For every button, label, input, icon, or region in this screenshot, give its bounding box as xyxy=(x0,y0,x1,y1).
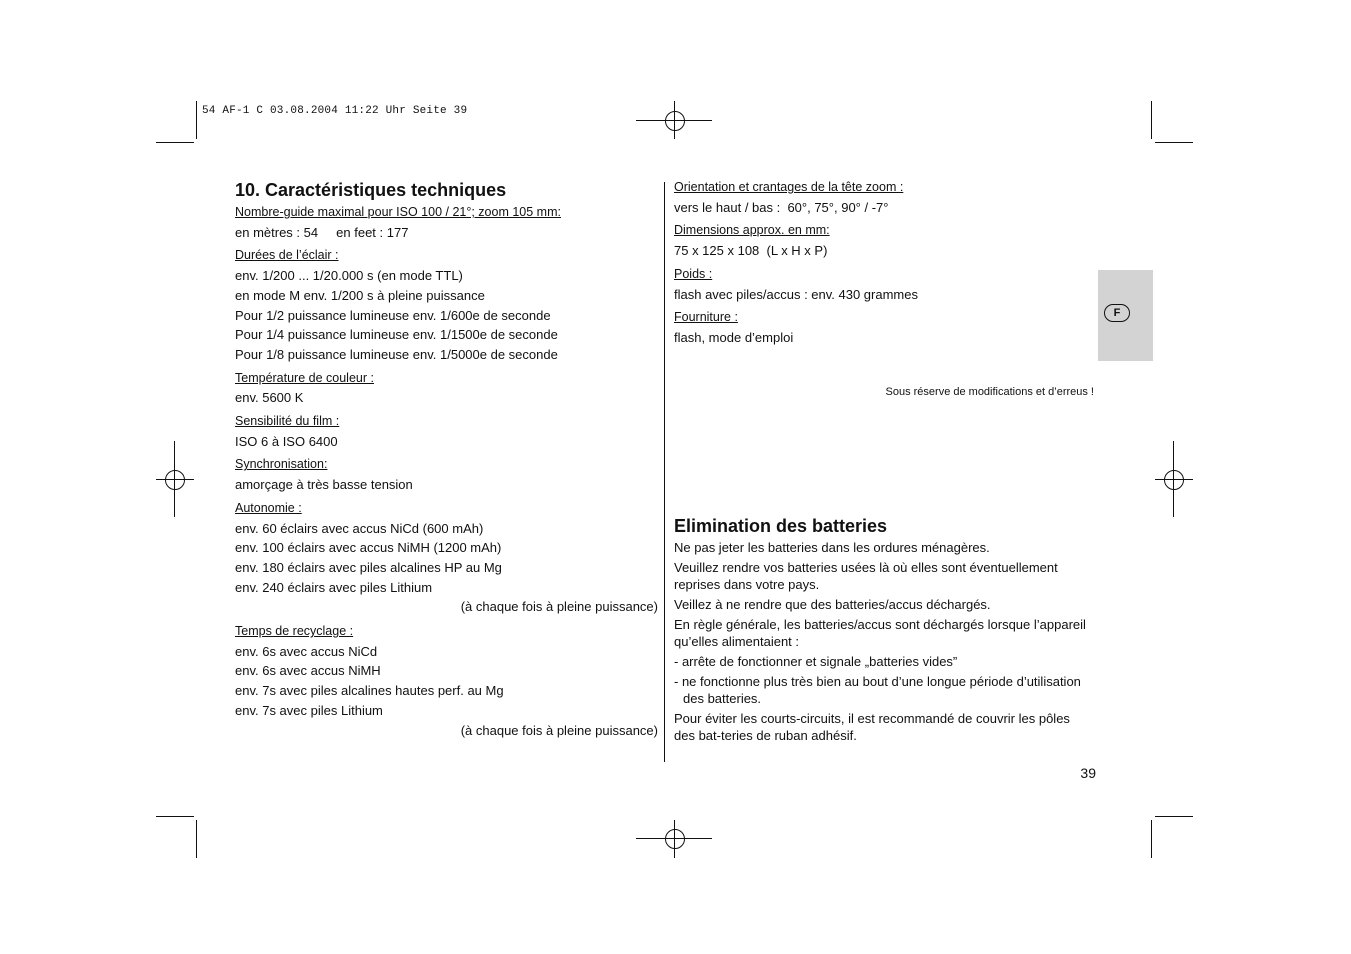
print-header: 54 AF-1 C 03.08.2004 11:22 Uhr Seite 39 xyxy=(202,105,468,117)
recycle-line: env. 7s avec piles alcalines hautes perf. au Mg xyxy=(235,683,504,699)
flash-duration-line: Pour 1/4 puissance lumineuse env. 1/1500e de seconde xyxy=(235,327,558,343)
zoom-head-label: Orientation et crantages de la tête zoom : xyxy=(674,180,904,194)
guide-number-value: en mètres : 54 en feet : 177 xyxy=(235,224,409,240)
recycle-line: env. 6s avec accus NiMH xyxy=(235,663,381,679)
autonomy-line: env. 60 éclairs avec accus NiCd (600 mAh) xyxy=(235,520,484,536)
sync-value: amorçage à très basse tension xyxy=(235,477,413,493)
dimensions-value: 75 x 125 x 108 (L x H x P) xyxy=(674,243,828,259)
sync-label: Synchronisation: xyxy=(235,457,328,472)
flash-duration-line: Pour 1/2 puissance lumineuse env. 1/600e de seconde xyxy=(235,307,551,323)
recycle-label: Temps de recyclage : xyxy=(235,624,354,639)
autonomy-line: env. 180 éclairs avec piles alcalines HP au Mg xyxy=(235,559,502,575)
language-badge: F xyxy=(1104,304,1130,322)
recycle-line: env. 6s avec accus NiCd xyxy=(235,643,378,659)
recycle-line: env. 7s avec piles Lithium xyxy=(235,702,383,718)
dimensions-label: Dimensions approx. en mm: xyxy=(674,223,830,238)
disposal-paragraph: Veillez à ne rendre que des batteries/accus déchargés. xyxy=(674,597,991,612)
battery-disposal-section xyxy=(674,515,1094,744)
recycle-note: (à chaque fois à pleine puissance) xyxy=(460,722,658,738)
flash-duration-line: env. 1/200 ... 1/20.000 s (en mode TTL) xyxy=(235,268,463,284)
film-speed-value: ISO 6 à ISO 6400 xyxy=(235,433,338,449)
disposal-paragraph: En règle générale, les batteries/accus sont déchargés lorsque l’appareil qu’elles alimentaient : xyxy=(674,617,1086,649)
autonomy-line: env. 100 éclairs avec accus NiMH (1200 mAh) xyxy=(235,540,502,556)
reservation-note: Sous réserve de modifications et d’erreus ! xyxy=(885,386,1094,398)
weight-value: flash avec piles/accus : env. 430 grammes xyxy=(674,286,918,302)
flash-duration-line: en mode M env. 1/200 s à pleine puissance xyxy=(235,287,485,303)
specs-column xyxy=(235,179,658,740)
autonomy-label: Autonomie : xyxy=(235,500,302,515)
disposal-paragraph: Ne pas jeter les batteries dans les ordures ménagères. xyxy=(674,540,990,555)
film-speed-label: Sensibilité du film : xyxy=(235,414,340,429)
disposal-paragraph: Veuillez rendre vos batteries usées là où elles sont éventuellement reprises dans votre pays. xyxy=(674,560,1058,592)
specs-column-continued xyxy=(674,178,1094,348)
autonomy-note: (à chaque fois à pleine puissance) xyxy=(460,599,658,615)
weight-label: Poids : xyxy=(674,266,713,281)
disposal-bullet: - ne fonctionne plus très bien au bout d’une longue période d’utilisation des batteries. xyxy=(674,674,1081,706)
autonomy-line: env. 240 éclairs avec piles Lithium xyxy=(235,579,433,595)
supply-label: Fourniture : xyxy=(674,310,738,325)
column-divider xyxy=(664,182,665,762)
color-temp-value: env. 5600 K xyxy=(235,390,304,406)
supply-value: flash, mode d’emploi xyxy=(674,329,794,345)
page-number: 39 xyxy=(1080,765,1096,781)
flash-duration-line: Pour 1/8 puissance lumineuse env. 1/5000e de seconde xyxy=(235,346,558,362)
disposal-paragraph: Pour éviter les courts-circuits, il est recommandé de couvrir les pôles des bat-teries de ruban adhésif. xyxy=(674,711,1070,743)
guide-number-label: Nombre-guide maximal pour ISO 100 / 21°; zoom 105 mm: xyxy=(235,205,561,219)
zoom-head-value: vers le haut / bas : 60°, 75°, 90° / -7° xyxy=(674,199,889,215)
disposal-title: Elimination des batteries xyxy=(674,516,888,536)
flash-duration-label: Durées de l’éclair : xyxy=(235,248,339,263)
disposal-bullet: - arrête de fonctionner et signale „batteries vides” xyxy=(674,654,958,669)
specs-title: 10. Caractéristiques techniques xyxy=(235,180,507,200)
color-temp-label: Température de couleur : xyxy=(235,370,374,385)
